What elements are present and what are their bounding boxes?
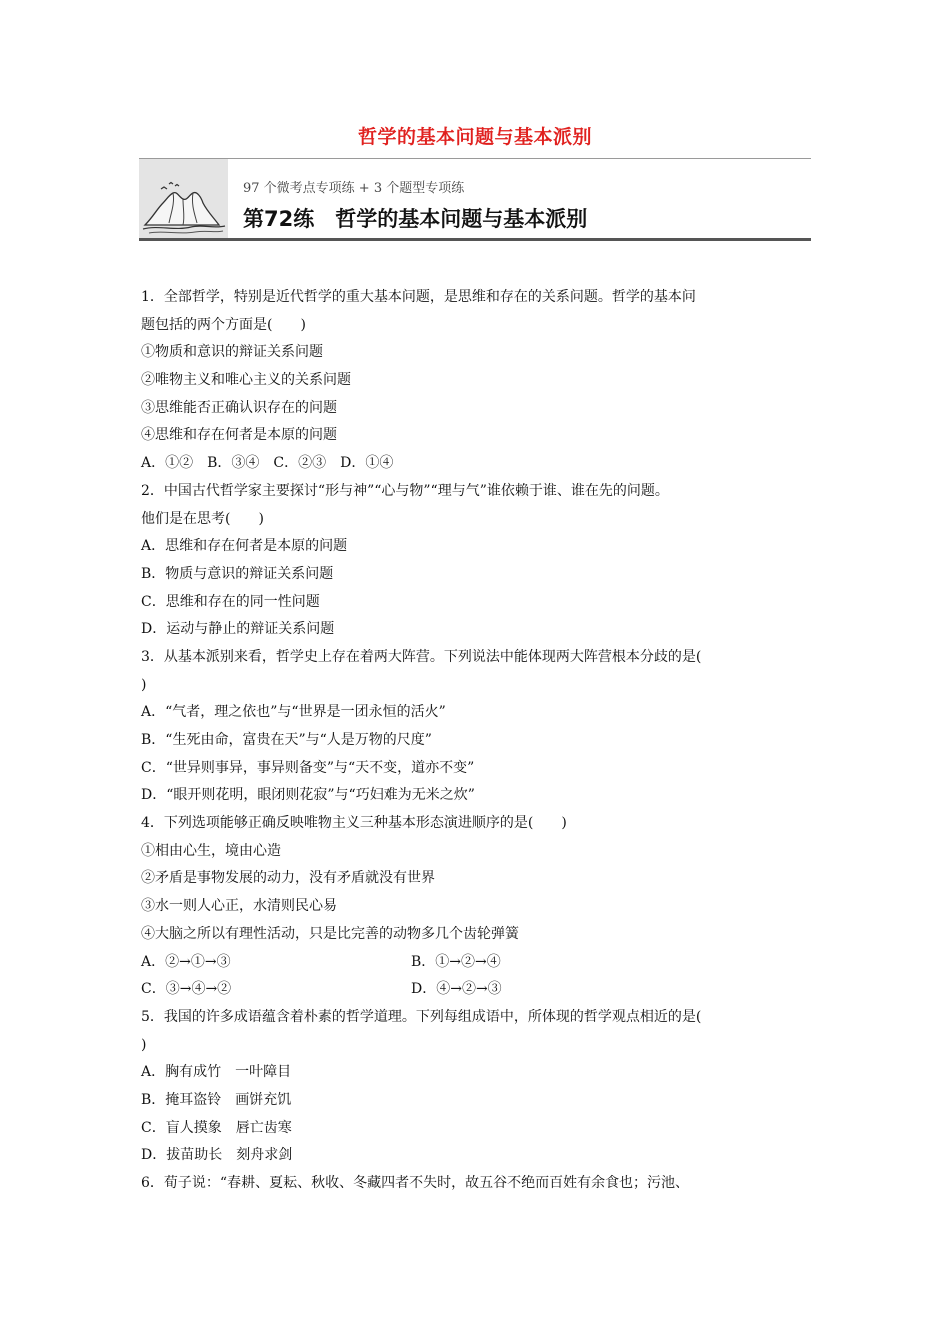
q1-item: ①物质和意识的辩证关系问题: [141, 344, 323, 361]
q2-stem-line: 2．中国古代哲学家主要探讨“形与神”“心与物”“理与气”谁依赖于谁、谁在先的问题。: [141, 482, 669, 499]
q5-option: A．胸有成竹 一叶障目: [141, 1064, 292, 1081]
q5-stem-line: ): [141, 1036, 147, 1053]
q4-option: B．①→②→④: [411, 953, 501, 970]
q5-option: C．盲人摸象 唇亡齿寒: [141, 1119, 292, 1136]
mountain-landscape-icon: [139, 159, 228, 238]
q1-item: ②唯物主义和唯心主义的关系问题: [141, 372, 351, 389]
q1-stem-line: 题包括的两个方面是( ): [141, 316, 306, 333]
banner-bottom-rule: [139, 238, 811, 241]
q4-item: ③水一则人心正，水清则民心易: [141, 898, 337, 915]
q2-stem-line: 他们是在思考( ): [141, 510, 264, 527]
q4-stem-line: 4．下列选项能够正确反映唯物主义三种基本形态演进顺序的是( ): [141, 815, 567, 832]
q4-item: ②矛盾是事物发展的动力，没有矛盾就没有世界: [141, 870, 435, 887]
lesson-title: 第72练 哲学的基本问题与基本派别: [243, 207, 588, 231]
page-title: 哲学的基本问题与基本派别: [357, 126, 592, 148]
q2-option: D．运动与静止的辩证关系问题: [141, 621, 335, 638]
series-subtitle: 97 个微考点专项练 + 3 个题型专项练: [243, 181, 465, 196]
q5-option: D．拔苗助长 刻舟求剑: [141, 1147, 293, 1164]
q4-option: C．③→④→②: [141, 981, 232, 998]
q5-stem-line: 5．我国的许多成语蕴含着朴素的哲学道理。下列每组成语中，所体现的哲学观点相近的是(: [141, 1008, 702, 1025]
q2-option: B．物质与意识的辩证关系问题: [141, 565, 334, 582]
q2-option: C．思维和存在的同一性问题: [141, 593, 320, 610]
q4-item: ④大脑之所以有理性活动，只是比完善的动物多几个齿轮弹簧: [141, 925, 519, 942]
q3-option: A．“气者，理之依也”与“世界是一团永恒的活火”: [141, 704, 446, 721]
question-list: [141, 284, 821, 1198]
q3-option: C．“世异则事异，事异则备变”与“天不变，道亦不变”: [141, 759, 475, 776]
q3-option: B．“生死由命，富贵在天”与“人是万物的尺度”: [141, 732, 432, 748]
q4-options-row: [141, 976, 821, 1004]
q4-option: D．④→②→③: [411, 981, 502, 998]
q1-options: A．①② B．③④ C．②③ D．①④: [141, 455, 394, 472]
q1-stem-line: 1．全部哲学，特别是近代哲学的重大基本问题，是思维和存在的关系问题。哲学的基本问: [141, 289, 696, 305]
banner-top-rule: [139, 158, 811, 159]
q1-item: ③思维能否正确认识存在的问题: [141, 399, 337, 416]
q1-item: ④思维和存在何者是本原的问题: [141, 427, 337, 444]
q2-option: A．思维和存在何者是本原的问题: [141, 538, 348, 555]
q3-stem-line: 3．从基本派别来看，哲学史上存在着两大阵营。下列说法中能体现两大阵营根本分歧的是(: [141, 648, 702, 665]
q6-stem-line: 6．荀子说：“春耕、夏耘、秋收、冬藏四者不失时，故五谷不绝而百姓有余食也；污池、: [141, 1175, 690, 1191]
q3-stem-line: ): [141, 676, 147, 693]
q5-option: B．掩耳盗铃 画饼充饥: [141, 1091, 292, 1108]
q4-options-row: [141, 949, 821, 977]
q3-option: D．“眼开则花明，眼闭则花寂”与“巧妇难为无米之炊”: [141, 787, 475, 804]
q4-item: ①相由心生，境由心造: [141, 842, 281, 859]
q4-option: A．②→①→③: [141, 953, 231, 970]
lesson-banner: [139, 158, 811, 242]
